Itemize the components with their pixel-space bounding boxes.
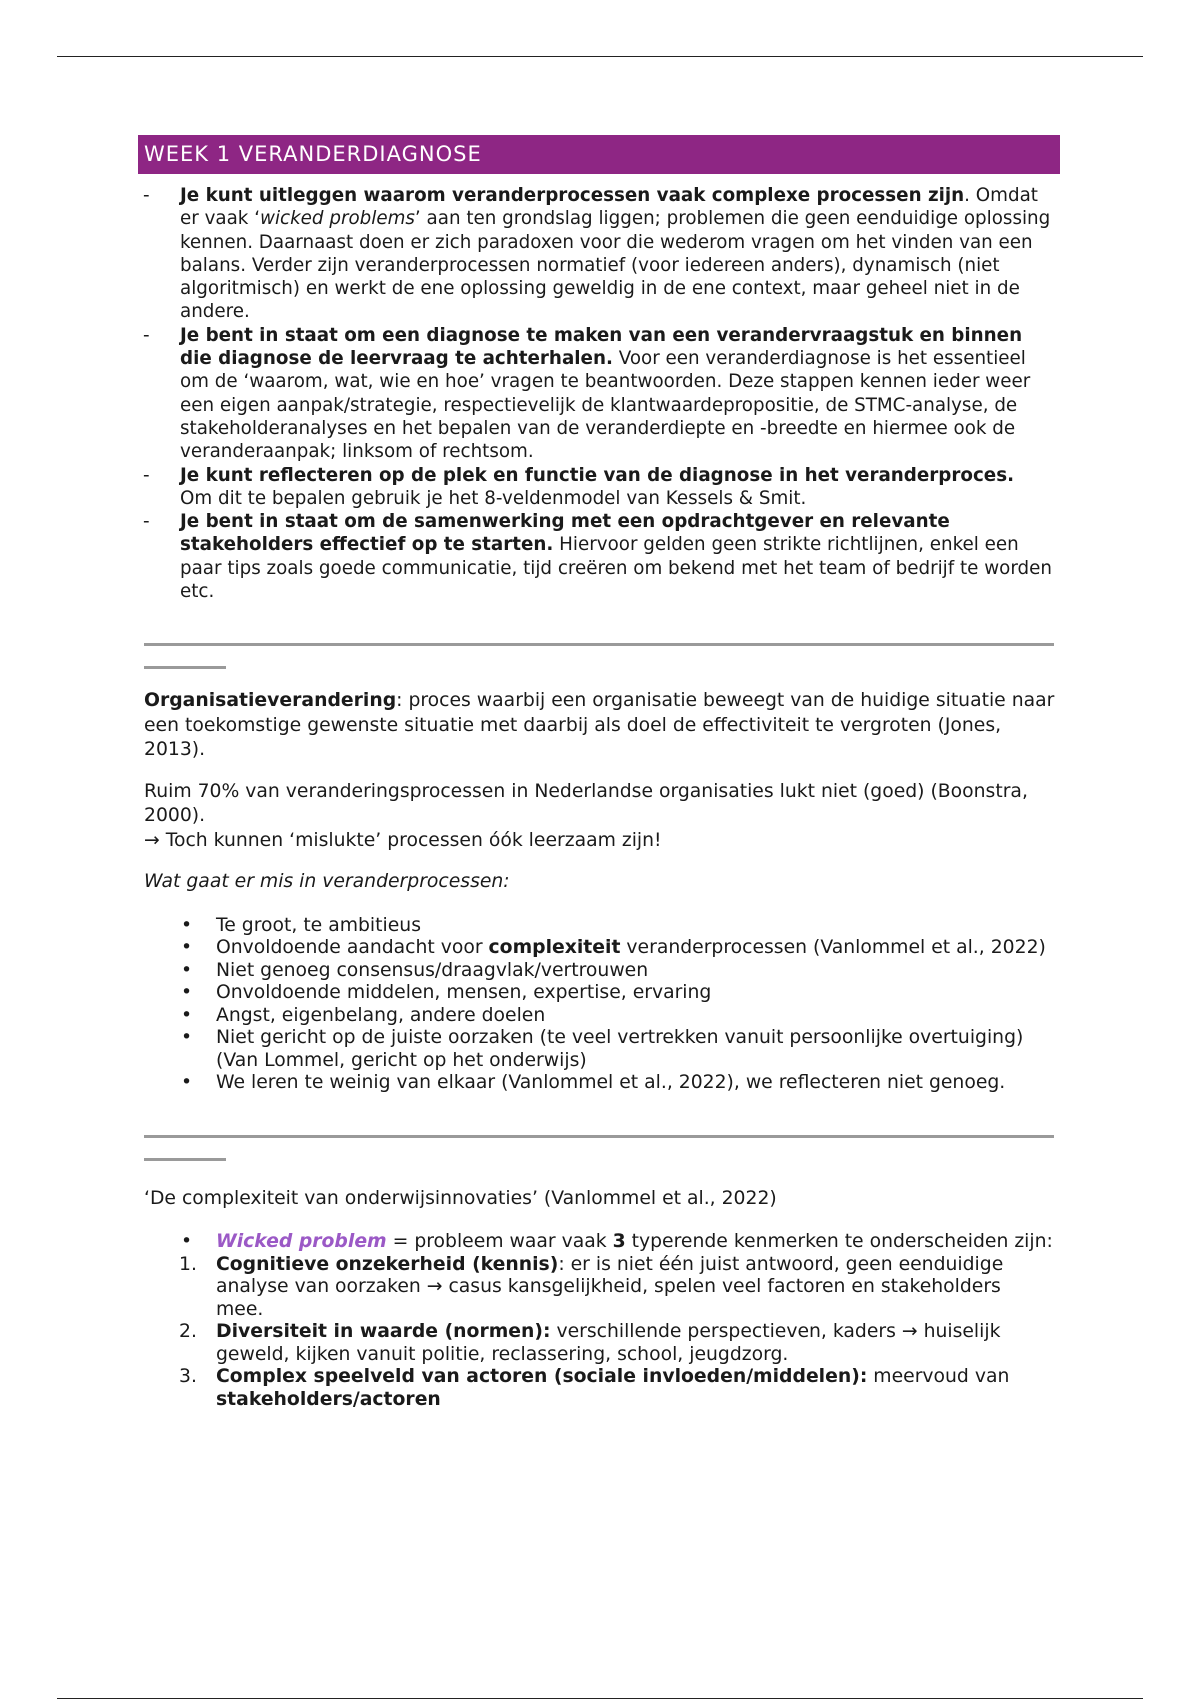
document-page (138, 135, 1060, 1411)
objective-heading: Je bent in staat om de samenwerking met een opdrachtgever en relevante stakeholders effectief op te starten. (180, 511, 950, 556)
numbered-item: 3. Complex speelveld van actoren (sociale invloeden/middelen): meervoud van stakeholders/actoren (179, 1366, 1010, 1410)
bullet-icon: • (181, 982, 193, 1004)
bullet-icon: • (181, 1231, 193, 1253)
wicked-problem-list (138, 1231, 1060, 1254)
numbered-item: 1. Cognitieve onzekerheid (kennis): er is niet één juist antwoord, geen eenduidige analyse van oorzaken → casus kansgelijkheid, spelen veel factoren en stakeholders mee. (179, 1253, 1004, 1320)
footer-rule (57, 1698, 1143, 1699)
definition-term: Organisatieverandering (144, 690, 397, 712)
section-divider (138, 1135, 1060, 1161)
statistic-paragraph: Ruim 70% van veranderingsprocessen in Nederlandse organisaties lukt niet (goed) (Boonstra, 2000). → Toch kunnen ‘mislukte’ processen óók leerzaam zijn! (144, 780, 1028, 851)
numbered-item: 2. Diversiteit in waarde (normen): verschillende perspectieven, kaders → huiselijk geweld, kijken vanuit politie, reclassering, school, jeugdzorg. (179, 1321, 1001, 1365)
header-rule (57, 56, 1143, 57)
bullet-icon: • (181, 914, 193, 936)
section-question: Wat gaat er mis in veranderprocessen: (144, 871, 510, 893)
dash-marker: - (143, 464, 150, 486)
objective-heading: Je bent in staat om een diagnose te maken van een verandervraagstuk en binnen die diagnose de leervraag te achterhalen. (180, 324, 1023, 370)
objective-heading: Je kunt uitleggen waarom veranderprocessen vaak complexe processen zijn (180, 185, 965, 206)
source-reference: ‘De complexiteit van onderwijsinnovaties’ (Vanlommel et al., 2022) (144, 1187, 777, 1209)
page-title: WEEK 1 VERANDERDIAGNOSE (144, 142, 482, 166)
arrow-note: → Toch kunnen ‘mislukte’ processen óók leerzaam zijn! (144, 829, 662, 851)
bullet-icon: • (181, 1004, 193, 1026)
list-item: • Onvoldoende middelen, mensen, expertise, ervaring (181, 982, 712, 1004)
bullet-icon: • (181, 1027, 193, 1049)
list-item: • Angst, eigenbelang, andere doelen (181, 1004, 546, 1026)
problems-list (138, 915, 1060, 1095)
list-item: • We leren te weinig van elkaar (Vanlommel et al., 2022), we reflecteren niet genoeg. (181, 1072, 1006, 1094)
dash-marker: - (143, 511, 150, 533)
list-item: • Onvoldoende aandacht voor complexiteit veranderprocessen (Vanlommel et al., 2022) (181, 937, 1046, 959)
section-divider (138, 643, 1060, 669)
objective-item: - Je bent in staat om een diagnose te maken van een verandervraagstuk en binnen die diagnose de leervraag te achterhalen. Voor een veranderdiagnose is het essentieel om de ‘waarom, wat, wie en hoe’ vragen te beantwoorden. Deze stappen kennen ieder weer een eigen aanpak/strategie, respectievelijk de klantwaardepropositie, de STMC-analyse, de stakeholderanalyses en het bepalen van de veranderdiepte en -breedte en hiermee ook de veranderaanpak; linksom of rechtsom. (143, 324, 1031, 463)
definition-paragraph: Organisatieverandering: proces waarbij een organisatie beweegt van de huidige situatie naar een toekomstige gewenste situatie met daarbij als doel de effectiviteit te vergroten (Jones, 2013). (144, 690, 1055, 761)
dash-marker: - (143, 185, 150, 206)
list-item: • Niet genoeg consensus/draagvlak/vertrouwen (181, 959, 649, 981)
wicked-problem-term: Wicked problem (216, 1231, 387, 1253)
emphasis-term: wicked problems (260, 208, 415, 230)
objective-item: - Je bent in staat om de samenwerking met een opdrachtgever en relevante stakeholders effectief op te starten. Hiervoor gelden geen strikte richtlijnen, enkel een paar tips zoals goede communicatie, tijd creëren om bekend met het team of bedrijf te worden etc. (143, 511, 1052, 603)
objective-item: - Je kunt uitleggen waarom veranderprocessen vaak complexe processen zijn. Omdat er vaak ‘wicked problems’ aan ten grondslag liggen; problemen die geen eenduidige oplossing kennen. Daarnaast doen er zich paradoxen voor die wederom vragen om het vinden van een balans. Verder zijn veranderprocessen normatief (voor iedereen anders), dynamisch (niet algoritmisch) en werkt de ene oplossing geweldig in de ene context, maar geheel niet in de andere. (143, 185, 1051, 323)
objective-heading: Je kunt reflecteren op de plek en functie van de diagnose in het veranderproces. (180, 464, 1015, 486)
learning-objectives (138, 184, 1060, 603)
dash-marker: - (143, 324, 150, 346)
list-item: • Te groot, te ambitieus (181, 914, 421, 936)
list-item: • Wicked problem = probleem waar vaak 3 typerende kenmerken te onderscheiden zijn: (181, 1231, 1053, 1253)
bullet-icon: • (181, 959, 193, 981)
characteristics-list (138, 1254, 1060, 1412)
list-item: • Niet gericht op de juiste oorzaken (te veel vertrekken vanuit persoonlijke overtuiging) (Van Lommel, gericht op het onderwijs) (181, 1027, 1024, 1071)
bullet-icon: • (181, 1072, 193, 1094)
week-title-banner (138, 135, 1060, 174)
objective-item: - Je kunt reflecteren op de plek en functie van de diagnose in het veranderproces. Om dit te bepalen gebruik je het 8-veldenmodel van Kessels & Smit. (143, 464, 1015, 509)
bullet-icon: • (181, 937, 193, 959)
